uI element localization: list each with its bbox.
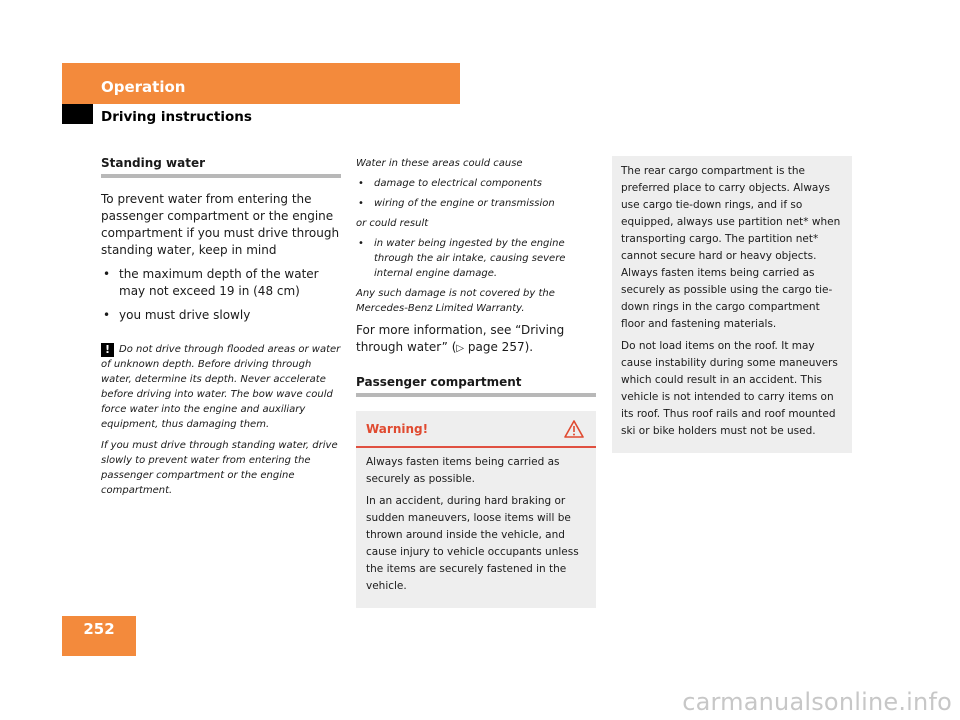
list-item: • you must drive slowly [103,308,251,322]
warning-header [356,411,596,448]
section-title-standing-water: Standing water [101,156,341,178]
water-damage-bullets [356,176,596,211]
list-item: • the maximum depth of the water may not exceed 19 in (48 cm) [103,267,319,298]
cargo-para2: Do not load items on the roof. It may cause instability during some maneuvers which could result in an accident. This vehicle is not intended to carry items on its roof. Thus roof rails and roof mounted ski or bike holders must not be used. [621,340,838,437]
water-damage-note [356,156,596,316]
bullet-icon: • [358,238,364,249]
warranty-note: Any such damage is not covered by the Mercedes-Benz Limited Warranty. [356,288,555,314]
cargo-info-box [612,156,852,453]
warning-para2: In an accident, during hard braking or sudden maneuvers, loose items will be thrown around inside the vehicle, and cause injury to vehicle occupants unless the items are securely fastened in the vehicle. [366,495,579,592]
flood-note-para2: If you must drive through standing water, drive slowly to prevent water from entering the passenger compartment or the engine compartment. [101,440,338,496]
more-info-text: For more information, see “Driving through water” (▷ page 257). [356,323,565,354]
page-reference-icon: ▷ [456,343,465,354]
bullet-icon: • [103,308,111,322]
column-water-damage [356,156,596,608]
warning-para1: Always fasten items being carried as securely as possible. [366,456,560,485]
header-marker [62,104,93,124]
watermark: carmanualsonline.info [682,688,952,716]
water-damage-intro: Water in these areas could cause [356,158,523,169]
cargo-para1: The rear cargo compartment is the preferred place to carry objects. Always use cargo tie-down rings, and if so equipped, always use partition net* when transporting cargo. The partition net* cannot secure hard or heavy objects. Always fasten items being carried as securely as possible using the cargo tie-down rings in the cargo compartment floor and fastening materials. [621,165,841,330]
warning-body [356,448,596,608]
page-reference-link[interactable]: page 257). [464,340,534,354]
flood-note-para1: ! Do not drive through flooded areas or water of unknown depth. Before driving through water, determine its depth. Never accelerate before driving into water. The bow wave could force water into the engine and auxiliary equipment, thus damaging them. [101,343,341,430]
page-number: 252 [83,620,115,638]
standing-water-intro: To prevent water from entering the passenger compartment or the engine compartment if you must drive through standing water, keep in mind [101,192,340,257]
warning-triangle-icon [564,420,584,438]
flood-note [101,342,341,498]
standing-water-bullets [101,266,341,324]
bullet-icon: • [358,178,364,189]
warning-label: Warning! [366,422,429,436]
column-standing-water [101,156,341,498]
warning-box [356,411,596,608]
exclamation-icon: ! [101,343,114,357]
list-item: • in water being ingested by the engine through the air intake, causing severe internal engine damage. [358,238,566,279]
or-could-result: or could result [356,218,429,229]
header-subtitle: Driving instructions [101,109,252,125]
column-cargo [612,156,852,453]
list-item: • damage to electrical components [358,178,542,189]
list-item: • wiring of the engine or transmission [358,198,555,209]
water-ingest-bullets [356,236,596,281]
section-title-passenger-compartment: Passenger compartment [356,375,596,397]
header-title: Operation [101,78,186,96]
bullet-icon: • [358,198,364,209]
bullet-icon: • [103,267,111,281]
